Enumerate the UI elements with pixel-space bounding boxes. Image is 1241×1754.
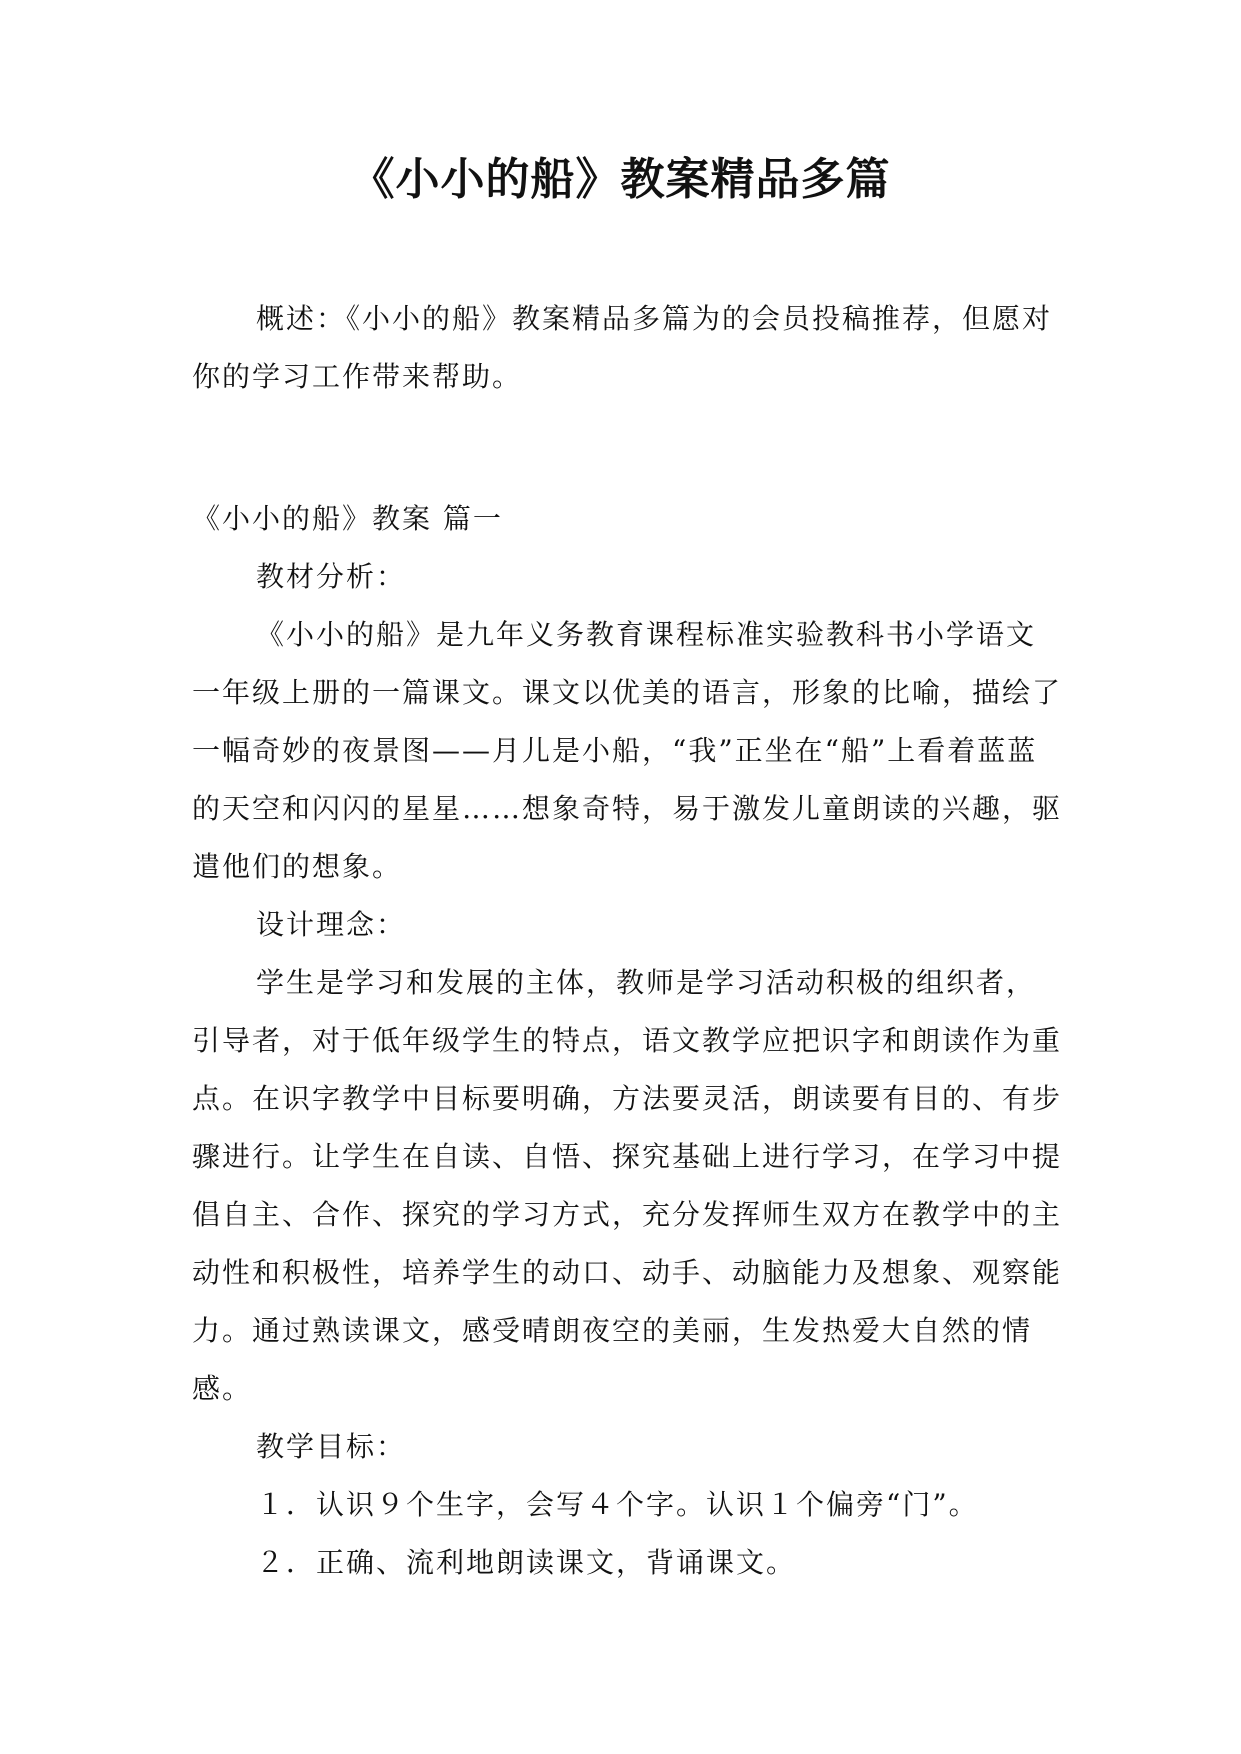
goal-item-1: １．认识９个生字，会写４个字。认识１个偏旁“门”。 (256, 1488, 979, 1521)
analysis-paragraph: 《小小的船》是九年义务教育课程标准实验教科书小学语文一年级上册的一篇课文。课文以优美的语言，形象的比喻，描绘了一幅奇妙的夜景图——月儿是小船，“我”正坐在“船”上看着蓝蓝的天空和闪闪的星星……想象奇特，易于激发儿童朗读的兴趣，驱遣他们的想象。 (192, 618, 1063, 883)
section-heading: 《小小的船》教案 篇一 (192, 502, 503, 535)
concept-paragraph: 学生是学习和发展的主体，教师是学习活动积极的组织者，引导者，对于低年级学生的特点，语文教学应把识字和朗读作为重点。在识字教学中目标要明确，方法要灵活，朗读要有目的、有步骤进行。让学生在自读、自悟、探究基础上进行学习，在学习中提倡自主、合作、探究的学习方式，充分发挥师生双方在教学中的主动性和积极性，培养学生的动口、动手、动脑能力及想象、观察能力。通过熟读课文，感受晴朗夜空的美丽，生发热爱大自然的情感。 (192, 966, 1063, 1405)
summary-paragraph: 概述：《小小的船》教案精品多篇为的会员投稿推荐，但愿对你的学习工作带来帮助。 (192, 302, 1053, 393)
analysis-label: 教材分析： (256, 560, 407, 593)
goals-label: 教学目标： (256, 1430, 407, 1463)
concept-label: 设计理念： (256, 908, 407, 941)
goal-item-2: ２．正确、流利地朗读课文，背诵课文。 (256, 1546, 797, 1579)
document-title: 《小小的船》教案精品多篇 (350, 154, 891, 205)
document-body (192, 290, 1062, 1592)
